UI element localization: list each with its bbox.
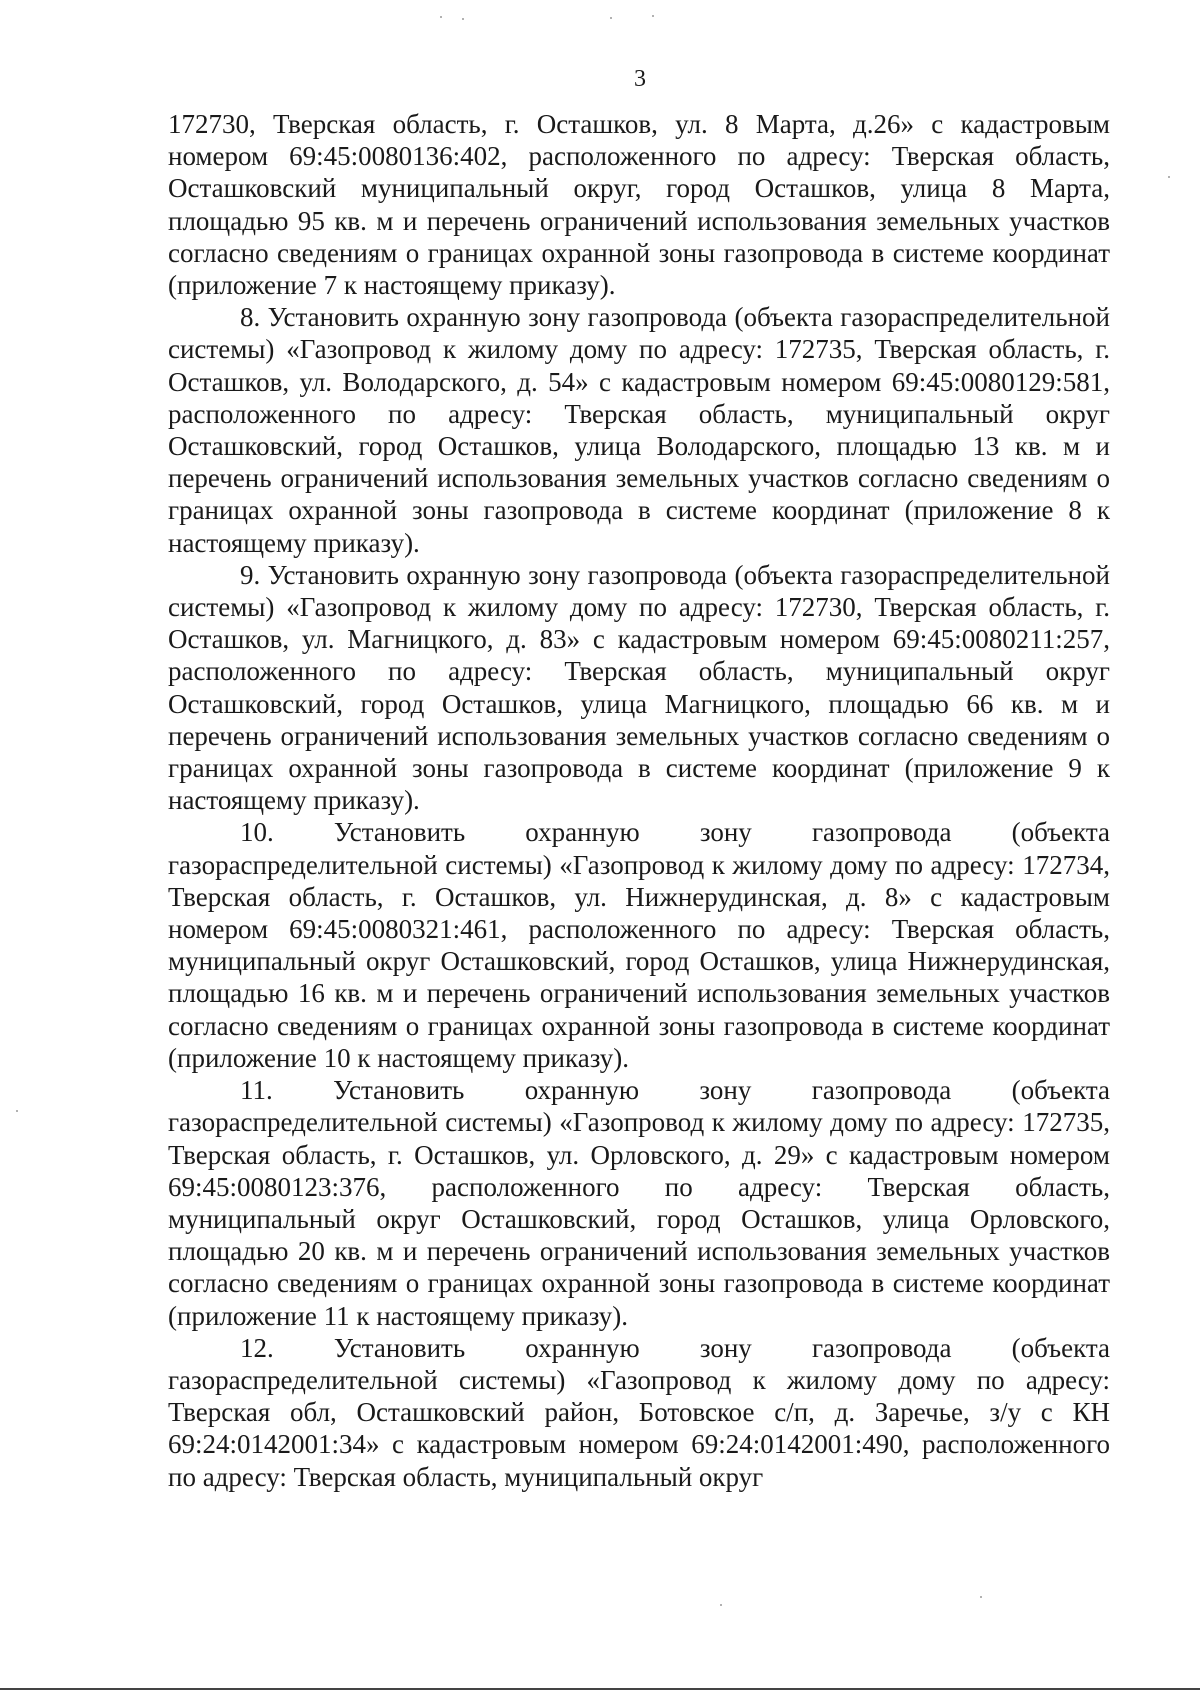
document-body (168, 108, 1110, 1493)
scan-speck (720, 1604, 722, 1606)
scan-speck (980, 1596, 982, 1598)
scan-bottom-edge (0, 1688, 1200, 1690)
paragraph-item-10: 10. Установить охранную зону газопровода (объекта газораспределительной системы) «Газопровод к жилому дому по адресу: 172734, Тверская область, г. Осташков, ул. Нижнерудинская, д. 8» с кадастровым номером 69:45:0080321:461, расположенного по адресу: Тверская область, муниципальный округ Осташковский, город Осташков, улица Нижнерудинская, площадью 16 кв. м и перечень ограничений использования земельных участков согласно сведениям о границах охранной зоны газопровода в системе координат (приложение 10 к настоящему приказу). (168, 817, 1110, 1073)
paragraph-item-9: 9. Установить охранную зону газопровода (объекта газораспределительной системы) «Газопровод к жилому дому по адресу: 172730, Тверская область, г. Осташков, ул. Магницкого, д. 83» с кадастровым номером 69:45:0080211:257, расположенного по адресу: Тверская область, муниципальный округ Осташковский, город Осташков, улица Магницкого, площадью 66 кв. м и перечень ограничений использования земельных участков согласно сведениям о границах охранной зоны газопровода в системе координат (приложение 9 к настоящему приказу). (168, 559, 1110, 816)
scan-speck (1168, 176, 1170, 178)
scan-speck (610, 17, 612, 19)
scan-speck (16, 1110, 18, 1112)
paragraph-item-12: 12. Установить охранную зону газопровода (объекта газораспределительной системы) «Газопровод к жилому дому по адресу: Тверская обл, Осташковский район, Ботовское с/п, д. Заречье, з/у с КН 69:24:0142001:34» с кадастровым номером 69:24:0142001:490, расположенного по адресу: Тверская область, муниципальный округ (168, 1332, 1110, 1492)
page-number: 3 (634, 66, 646, 92)
paragraph-item-8: 8. Установить охранную зону газопровода (объекта газораспределительной системы) «Газопровод к жилому дому по адресу: 172735, Тверская область, г. Осташков, ул. Володарского, д. 54» с кадастровым номером 69:45:0080129:581, расположенного по адресу: Тверская область, муниципальный округ Осташковский, город Осташков, улица Володарского, площадью 13 кв. м и перечень ограничений использования земельных участков согласно сведениям о границах охранной зоны газопровода в системе координат (приложение 8 к настоящему приказу). (168, 302, 1110, 558)
paragraph-continuation: 172730, Тверская область, г. Осташков, ул. 8 Марта, д.26» с кадастровым номером 69:45:0080136:402, расположенного по адресу: Тверская область, Осташковский муниципальный округ, город Осташков, улица 8 Марта, площадью 95 кв. м и перечень ограничений использования земельных участков согласно сведениям о границах охранной зоны газопровода в системе координат (приложение 7 к настоящему приказу). (168, 109, 1110, 301)
scan-speck (440, 16, 442, 18)
scan-speck (652, 15, 654, 17)
scan-speck (462, 18, 464, 20)
paragraph-item-11: 11. Установить охранную зону газопровода (объекта газораспределительной системы) «Газопровод к жилому дому по адресу: 172735, Тверская область, г. Осташков, ул. Орловского, д. 29» с кадастровым номером 69:45:0080123:376, расположенного по адресу: Тверская область, муниципальный округ Осташковский, город Осташков, улица Орловского, площадью 20 кв. м и перечень ограничений использования земельных участков согласно сведениям о границах охранной зоны газопровода в системе координат (приложение 11 к настоящему приказу). (168, 1075, 1110, 1331)
